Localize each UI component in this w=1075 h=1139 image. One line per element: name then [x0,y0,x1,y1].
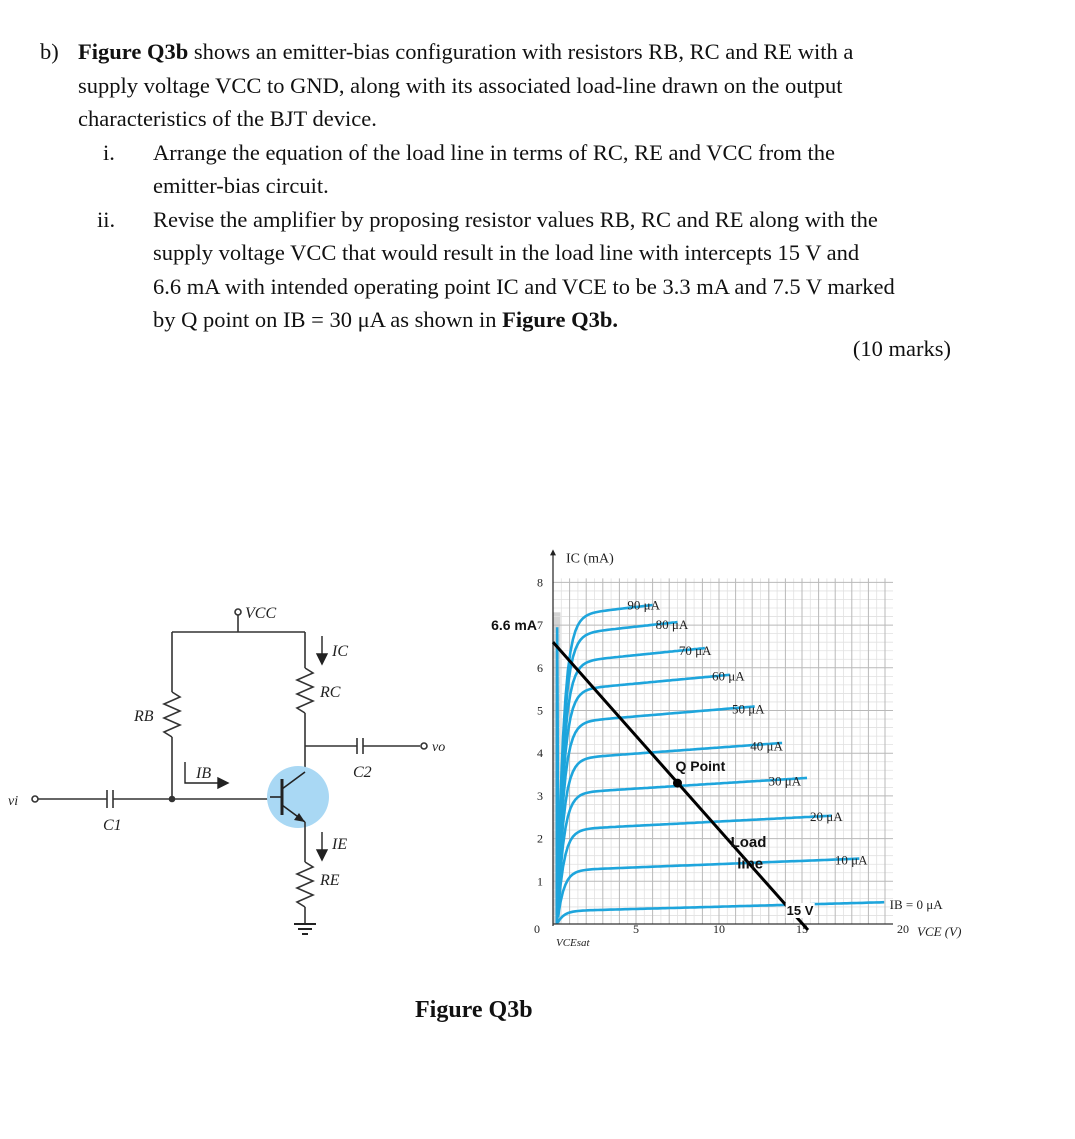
figure-ref-bold-2: Figure Q3b. [502,307,618,332]
vi-terminal [32,796,38,802]
series-label: 60 μA [712,668,745,684]
intro-line-2: supply voltage VCC to GND, along with its associated load-line drawn on the output [78,73,843,98]
part-ii-label: ii. [97,207,116,232]
part-ii-line-2: supply voltage VCC that would result in the load line with intercepts 15 V and [153,240,860,265]
x-tick-label: 15 [796,922,808,936]
intro-line-3: characteristics of the BJT device. [78,106,377,131]
y-tick-label: 8 [537,575,543,590]
ib-label: IB [196,765,212,782]
vo-label: vo [432,740,446,755]
series-label: 90 μA [627,597,660,613]
series-label: 20 μA [809,808,843,824]
ie-arrow-icon [317,850,327,860]
ic-label: IC [332,643,348,660]
rb-resistor [164,692,180,737]
ib-curve [557,706,755,924]
rb-label: RB [134,708,154,725]
question-label: b) [40,39,59,64]
series-label: 30 μA [768,773,802,789]
series-label: 50 μA [731,701,765,717]
intro-line-1 [78,35,853,69]
ground-icon [294,924,316,934]
y-tick-label: 3 [537,788,543,803]
re-resistor [297,862,313,907]
y-axis-label: IC (mA) [566,551,614,567]
vo-terminal [421,743,427,749]
x-tick-label: 10 [713,922,725,936]
bjt-transistor [267,766,329,828]
vcesat-label: VCEsat [556,937,590,949]
vcc-terminal [235,609,241,615]
intro-line-1-text: shows an emitter-bias configuration with resistors RB, RC and RE with a [193,39,854,64]
load-line-label-2: line [737,855,764,873]
y-ticks [537,575,543,888]
rc-resistor [297,668,313,713]
marks: (10 marks) [852,336,951,361]
series-label: 80 μA [655,616,689,632]
part-ii-line-4 [153,303,618,337]
series-label: IB = 0 μA [889,897,943,913]
part-i-line-1: Arrange the equation of the load line in terms of RC, RE and VCC from the [153,140,835,165]
ic-arrow-icon [317,654,327,664]
y-tick-label: 6 [537,660,543,675]
x-tick-label: 20 [897,922,909,936]
y-tick-label: 1 [537,874,543,889]
ib-arrow-icon [218,778,228,788]
c1-label: C1 [103,817,122,834]
ie-label: IE [332,836,348,853]
part-i-line-2: emitter-bias circuit. [153,173,329,198]
base-node [170,797,175,802]
x-axis-label: VCE (V) [917,924,962,939]
vce-intercept-label: 15 V [786,903,814,918]
y-tick-label: 5 [537,703,543,718]
x-tick-label: 5 [633,922,639,936]
q-point-label: Q Point [675,758,726,775]
series-label: 10 μA [834,852,868,868]
q-point-marker [673,779,682,788]
y-tick-label: 7 [537,618,543,633]
x-tick-label: 0 [534,922,540,936]
part-i-label: i. [103,140,115,165]
vi-label: vi [8,794,19,809]
part-ii-line-4-text: by Q point on IB = 30 μA as shown in [153,307,497,332]
c2-label: C2 [353,764,372,781]
vcc-label: VCC [245,605,277,622]
y-axis-arrow-icon [550,549,556,555]
part-ii-line-3: 6.6 mA with intended operating point IC and VCE to be 3.3 mA and 7.5 V marked [153,274,895,299]
series-label: 40 μA [750,738,783,754]
y-tick-label: 2 [537,831,543,846]
output-characteristics-chart [491,549,961,949]
y-tick-label: 4 [537,746,543,761]
rc-label: RC [320,684,341,701]
part-ii-line-1: Revise the amplifier by proposing resistor values RB, RC and RE along with the [153,207,878,232]
ic-intercept-label: 6.6 mA [491,617,537,634]
ib-curve [557,675,730,924]
load-line-label-1: Load [730,834,767,852]
figure-ref-bold: Figure Q3b [78,39,189,64]
figure-caption: Figure Q3b [415,997,533,1023]
re-label: RE [320,872,340,889]
series-label: 70 μA [678,643,712,659]
figure-q3b [0,540,1075,990]
